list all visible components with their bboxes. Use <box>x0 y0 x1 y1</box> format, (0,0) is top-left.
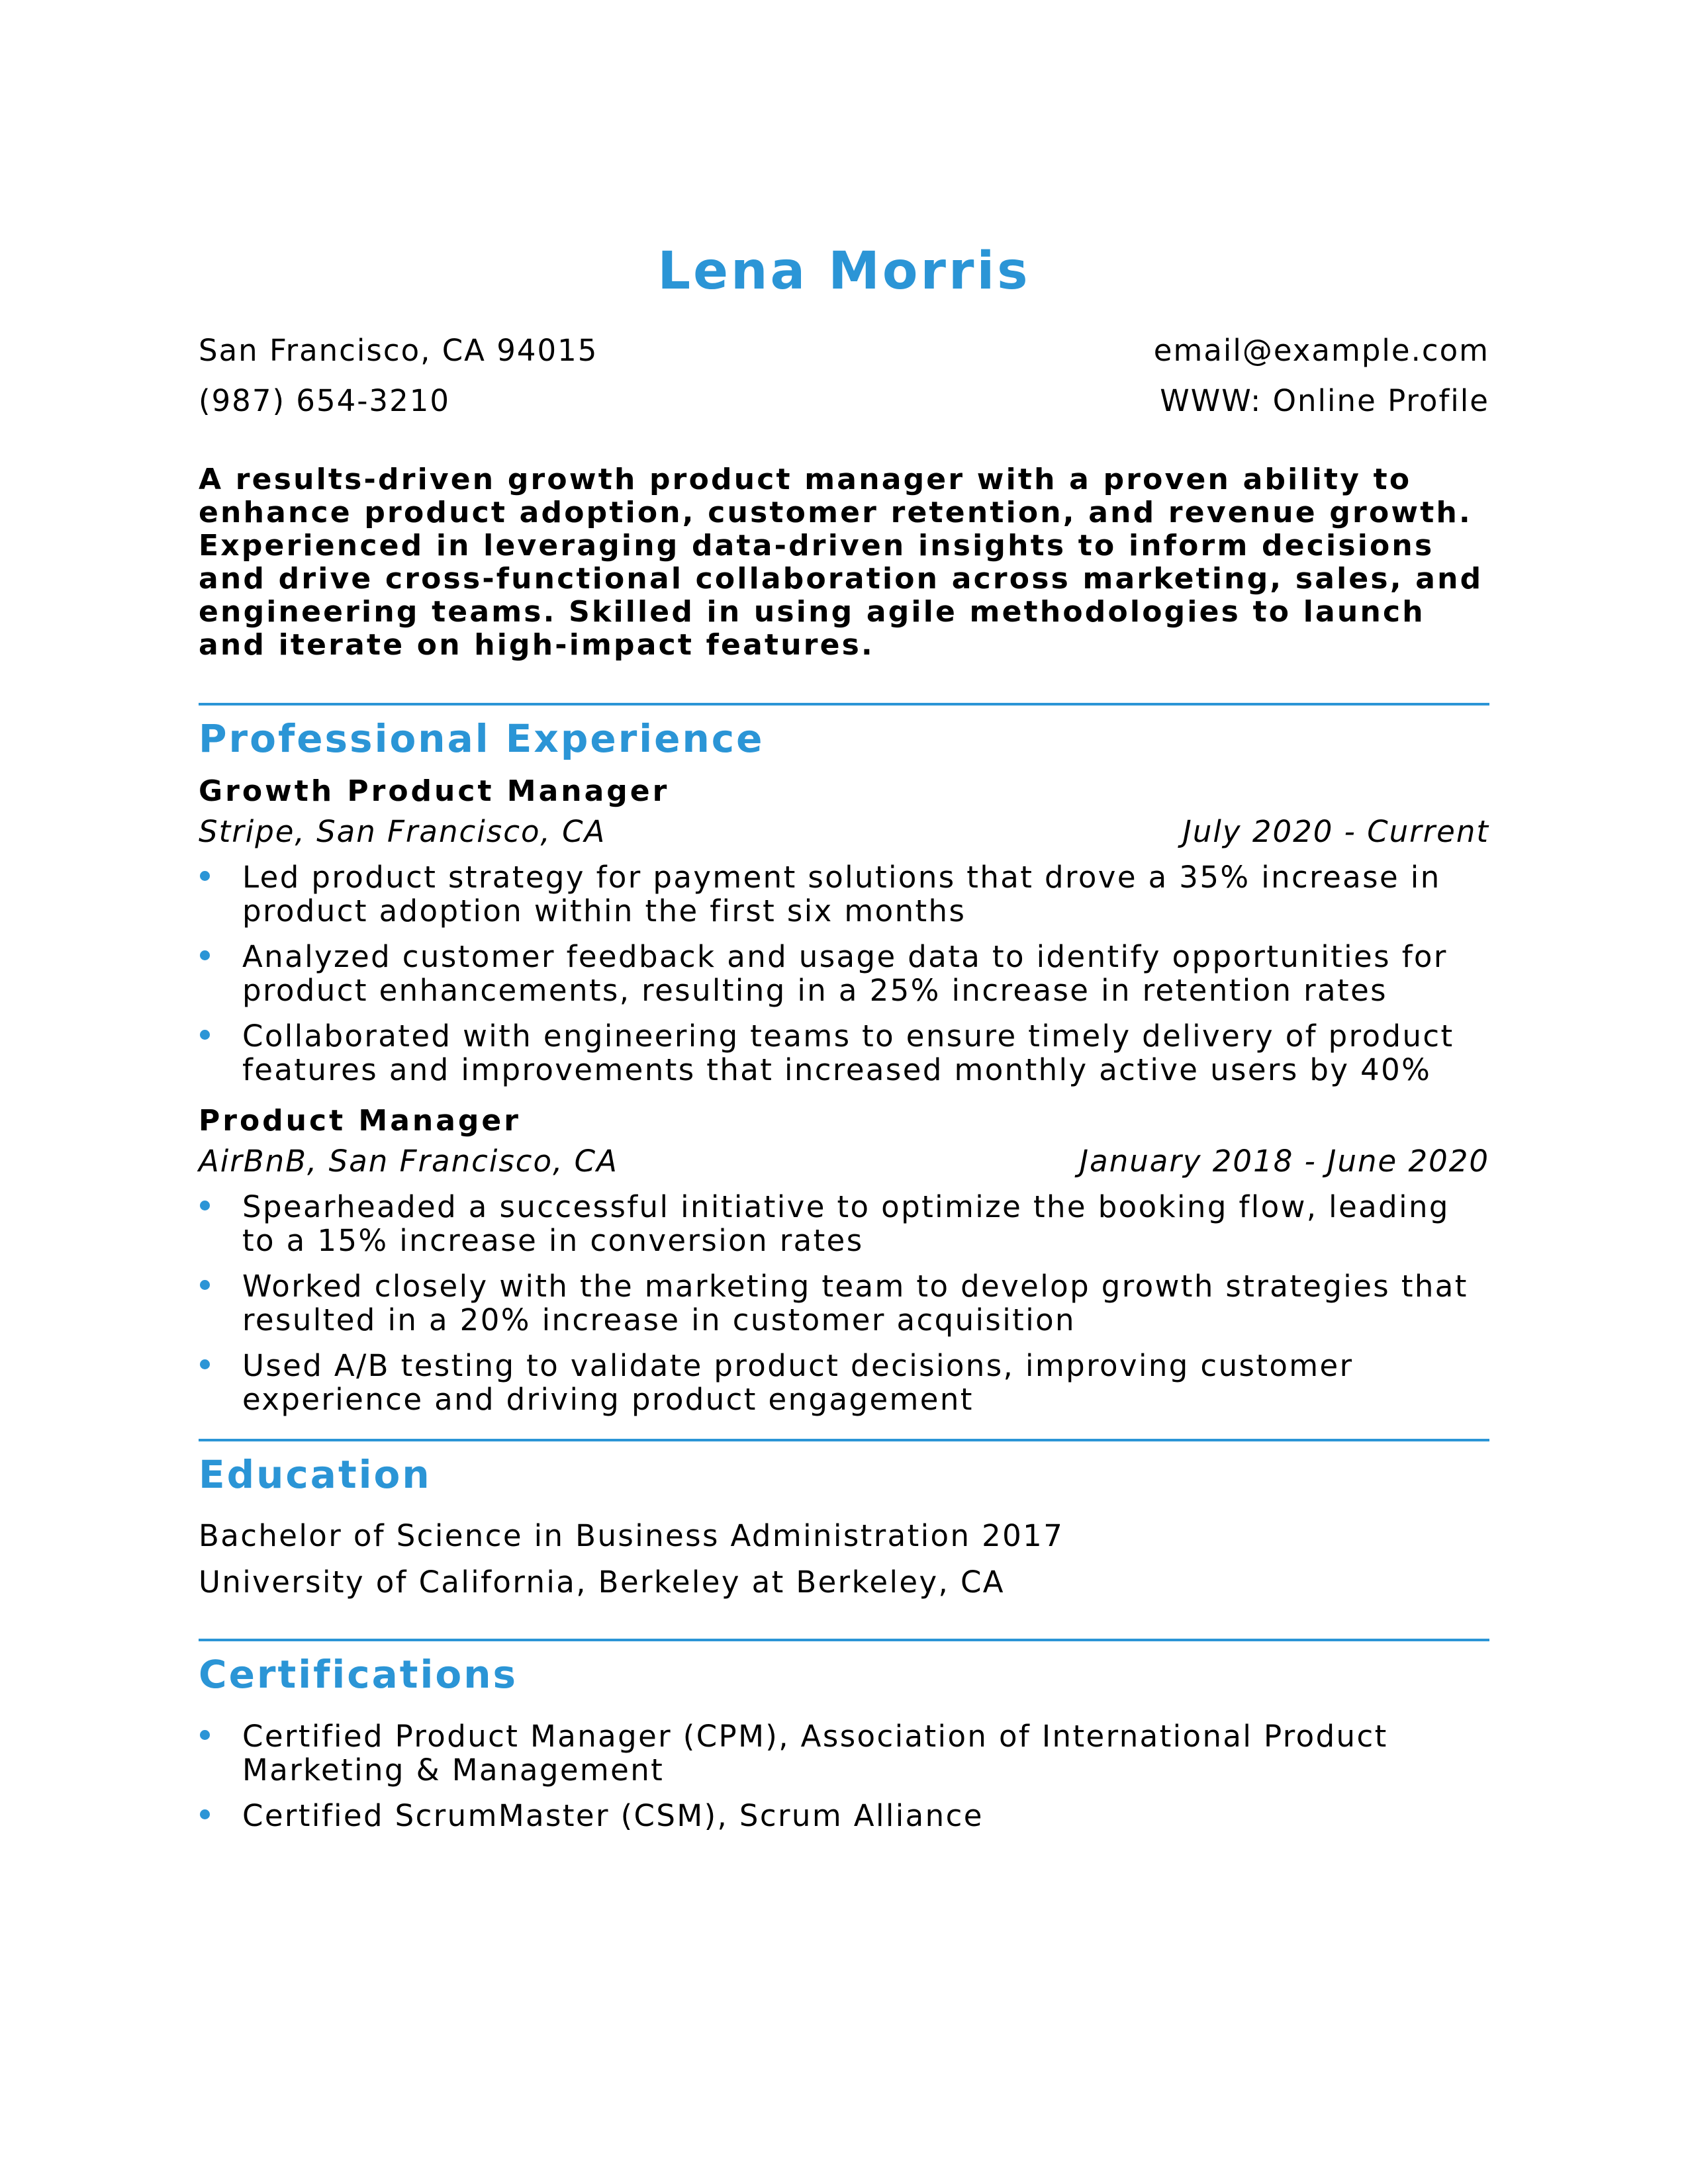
phone: (987) 654-3210 <box>199 383 450 418</box>
education-block <box>199 1513 1489 1606</box>
website-link[interactable]: WWW: Online Profile <box>1160 383 1489 418</box>
degree: Bachelor of Science in Business Administration 2017 <box>199 1518 1064 1553</box>
address: San Francisco, CA 94015 <box>199 333 598 368</box>
job-entry <box>199 1101 1489 1416</box>
section-divider <box>199 1639 1489 1641</box>
job-dates: January 2018 - June 2020 <box>1079 1144 1489 1179</box>
email-link[interactable]: email@example.com <box>1153 333 1489 368</box>
section-divider <box>199 703 1489 705</box>
job-entry <box>199 772 1489 1087</box>
list-item: Collaborated with engineering teams to ensure timely delivery of product features and improvements that increased monthly active users by 40% <box>199 1019 1489 1087</box>
bullet-icon <box>200 1201 210 1210</box>
job-meta <box>199 811 1489 852</box>
job-bullets <box>199 1190 1489 1416</box>
bullet-icon <box>200 950 210 960</box>
education-heading: Education <box>199 1452 432 1497</box>
certifications-heading: Certifications <box>199 1652 518 1697</box>
list-item: Analyzed customer feedback and usage data to identify opportunities for product enhancements, resulting in a 25% increase in retention rates <box>199 940 1489 1007</box>
bullet-icon <box>200 871 210 881</box>
job-title: Growth Product Manager <box>199 774 670 808</box>
job-meta <box>199 1141 1489 1182</box>
bullet-icon <box>200 1280 210 1290</box>
list-item: Certified ScrumMaster (CSM), Scrum Alliance <box>199 1799 1489 1833</box>
contact-row-1 <box>199 326 1489 376</box>
certifications-list <box>199 1719 1489 1833</box>
list-item: Led product strategy for payment solutions that drove a 35% increase in product adoption within the first six months <box>199 860 1489 928</box>
list-item: Spearheaded a successful initiative to optimize the booking flow, leading to a 15% increase in conversion rates <box>199 1190 1489 1257</box>
section-divider <box>199 1439 1489 1441</box>
list-item: Worked closely with the marketing team to develop growth strategies that resulted in a 20% increase in customer acquisition <box>199 1269 1489 1337</box>
job-company: AirBnB, San Francisco, CA <box>199 1144 618 1179</box>
summary: A results-driven growth product manager with a proven ability to enhance product adoption, customer retention, and revenue growth. Experienced in leveraging data-driven insights to inform decisions and drive cross-functional collaboration across marketing, sales, and engineering teams. Skilled in using agile methodologies to launch and iterate on high-impact features. <box>199 463 1483 662</box>
candidate-name: Lena Morris <box>657 242 1031 301</box>
bullet-icon <box>200 1030 210 1040</box>
job-dates: July 2020 - Current <box>1182 814 1489 849</box>
job-company: Stripe, San Francisco, CA <box>199 814 606 849</box>
job-bullets <box>199 860 1489 1087</box>
job-title: Product Manager <box>199 1104 521 1138</box>
contact-row-2 <box>199 376 1489 426</box>
resume-page <box>199 238 1489 1844</box>
bullet-icon <box>200 1359 210 1369</box>
list-item: Certified Product Manager (CPM), Association of International Product Marketing & Management <box>199 1719 1489 1787</box>
school: University of California, Berkeley at Berkeley, CA <box>199 1565 1005 1600</box>
bullet-icon <box>200 1730 210 1740</box>
experience-heading: Professional Experience <box>199 716 765 761</box>
list-item: Used A/B testing to validate product decisions, improving customer experience and driving product engagement <box>199 1349 1489 1416</box>
bullet-icon <box>200 1809 210 1819</box>
